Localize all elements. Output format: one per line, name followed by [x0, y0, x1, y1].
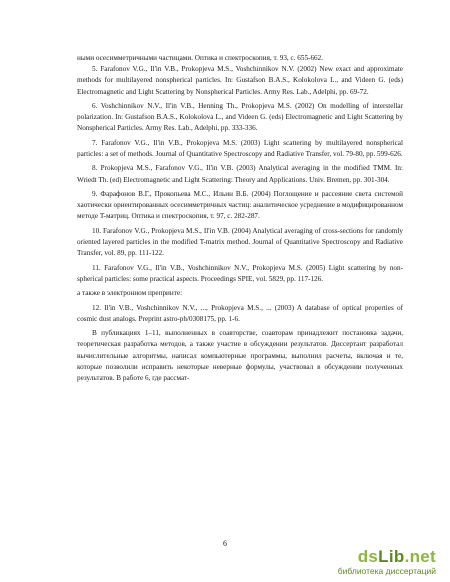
- reference-10: 10. Farafonov V.G., Prokopjeva M.S., Il'in V.B. (2004) Analytical averaging of cross-sections for randomly oriented layered particles in the modified T-matrix method. Journal of Quantitative Spectroscopy and Radiative Transfer, vol. 89, pp. 111-122.: [77, 226, 403, 258]
- reference-12: 12. Il'in V.B., Voshchinnikov N.V., ..., Prokopjeva M.S., ... (2003) A database of optical properties of cosmic dust analogs. Preprint astro-ph/0308175, pp. 1-6.: [77, 303, 403, 323]
- dslib-watermark: [318, 548, 436, 576]
- reference-9: 9. Фарафонов В.Г., Прокопьева М.С., Ильин В.Б. (2004) Поглощение и рассеяние света системой хаотически ориентированных осесимметричных частиц: аналитическое усреднение в модифицированном методе T-матриц. Оптика и спектроскопия, т. 97, с. 282-287.: [77, 189, 403, 221]
- dslib-subtitle: библиотека диссертаций: [337, 566, 436, 576]
- paragraph-continuation: ными осесимметричными частицами. Оптика и спектроскопия, т. 93, с. 655-662.: [77, 54, 324, 62]
- reference-6: 6. Voshchinnikov N.V., Il'in V.B., Henning Th., Prokopjeva M.S. (2002) On modelling of interstellar polarization. In: Gustafson B.A.S., Kolokolova L., and Videen G. (eds) Electromagnetic and Light Scattering by Nonspherical Particles. Army Res. Lab., Adelphi, pp. 333-336.: [77, 102, 403, 133]
- page-body: [77, 53, 403, 384]
- page-number: 6: [223, 539, 227, 548]
- contribution-paragraph: В публикациях 1–11, выполненных в соавторстве, соавторам принадлежит постановка задачи, теоретическая разработка методов, а также участие в обсуждении результатов. Диссертант разработал вычислительные алгоритмы, написал компьютерные программы, выполнил расчеты, включая и те, которые позволили исправить некоторые неверные формулы, участвовал в обсуждении полученных результатов. В работе 6, где рассмат-: [77, 329, 403, 382]
- reference-8: 8. Prokopjeva M.S., Farafonov V.G., Il'in V.B. (2003) Analytical averaging in the modified TMM. In: Wriedt Th. (ed) Electromagnetic and Light Scattering: Theory and Applications. Univ. Bremen, pp. 301-304.: [77, 164, 403, 184]
- preprint-intro: а также в электронном препринте:: [77, 289, 183, 298]
- dslib-logo: dsLib.net: [357, 547, 436, 566]
- reference-7: 7. Farafonov V.G., Il'in V.B., Prokopjeva M.S. (2003) Light scattering by multilayered nonspherical particles: a set of methods. Journal of Quantitative Spectroscopy and Radiative Transfer, vol. 79-80, pp. 599-626.: [77, 138, 403, 158]
- reference-11: 11. Farafonov V.G., Il'in V.B., Voshchinnikov N.V., Prokopjeva M.S. (2005) Light scattering by non-spherical particles: some practical aspects. Proceedings SPIE, vol. 5829, pp. 117-126.: [77, 263, 403, 283]
- reference-5: 5. Farafonov V.G., Il'in V.B., Prokopjeva M.S., Voshchinnikov N.V. (2002) New exact and approximate methods for multilayered nonspherical particles. In: Gustafson B.A.S., Kolokolova L., and Videen G. (eds) Electromagnetic and Light Scattering by Nonspherical Particles. Army Res. Lab., Adelphi, pp. 69-72.: [77, 65, 403, 96]
